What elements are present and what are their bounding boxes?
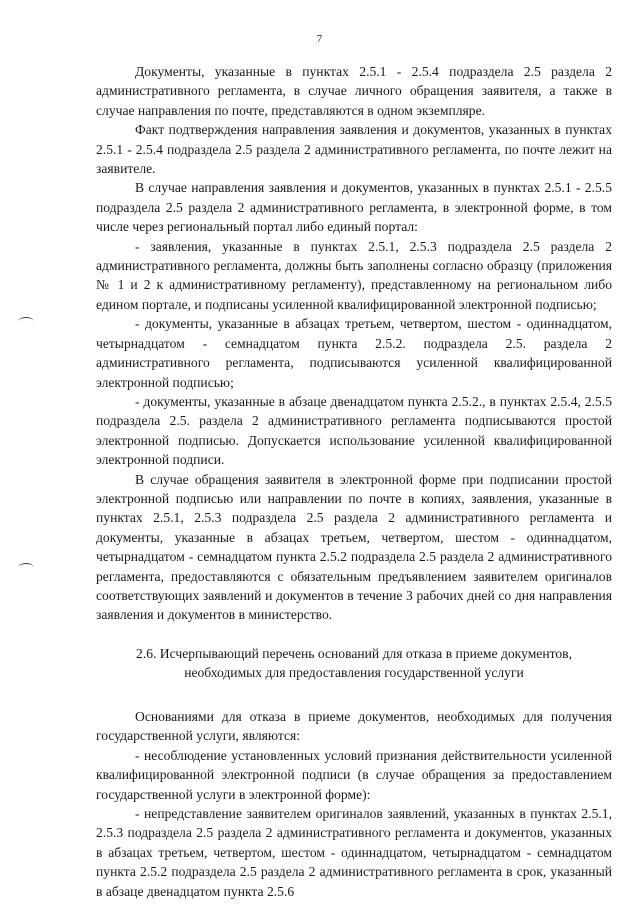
paragraph: В случае направления заявления и документов, указанных в пунктах 2.5.1 - 2.5.5 подраздела 2.5 раздела 2 административного регламента, в электронной форме, в том числе через региональный портал либо единый портал: bbox=[96, 180, 612, 235]
paragraph: Основаниями для отказа в приеме документов, необходимых для получения государственной услуги, являются: bbox=[96, 708, 612, 744]
list-item: - заявления, указанные в пунктах 2.5.1, 2.5.3 подраздела 2.5 раздела 2 административного регламента, должны быть заполнены согласно образцу (приложения № 1 и 2 к административному регламенту), представленному на региональном либо едином портале, и подписаны усиленной квалифицированной электронной подписью; bbox=[96, 238, 612, 312]
list-item: - непредставление заявителем оригиналов заявлений, указанных в пунктах 2.5.1, 2.5.3 подраздела 2.5 раздела 2 административного регламента и документов, указанных в абзацах третьем, четвертом, шестом - одиннадцатом, четырнадцатом - семнадцатом пункта 2.5.2 подраздела 2.5 раздела 2 административного регламента в срок, указанный в абзаце двенадцатом пункта 2.5.6 bbox=[96, 806, 612, 899]
binder-hole-mark bbox=[18, 563, 34, 572]
list-item: - документы, указанные в абзаце двенадцатом пункта 2.5.2., в пунктах 2.5.4, 2.5.5 подраздела 2.5. раздела 2 административного регламента подписываются простой электронной подписью. Допускается использование усиленной квалифицированной электронной подписи. bbox=[96, 393, 612, 468]
page-number: 7 bbox=[316, 33, 323, 45]
paragraph: В случае обращения заявителя в электронной форме при подписании простой электронной подписью или направлении по почте в копиях, заявления, указанные в пунктах 2.5.1, 2.5.3 подраздела 2.5 раздела 2 административного регламента и документы, указанные в абзацах третьем, четвертом, шестом - одиннадцатом, четырнадцатом - семнадцатом пункта 2.5.2 подраздела 2.5 раздела 2 административного регламента, предоставляются с обязательным предъявлением заявителем оригиналов соответствующих заявлений и документов в течение 3 рабочих дней со дня направления заявления и документов в министерство. bbox=[96, 471, 612, 623]
paragraph: Факт подтверждения направления заявления и документов, указанных в пунктах 2.5.1 - 2.5.4 подраздела 2.5 раздела 2 административного регламента, по почте лежит на заявителе. bbox=[96, 122, 612, 177]
binder-hole-mark bbox=[18, 317, 34, 326]
section-heading: 2.6. Исчерпывающий перечень оснований для отказа в приеме документов, необходимых для предоставления государственной услуги bbox=[136, 645, 572, 681]
paragraph: Документы, указанные в пунктах 2.5.1 - 2.5.4 подраздела 2.5 раздела 2 административного регламента, в случае личного обращения заявителя, а также в случае направления по почте, представляются в одном экземпляре. bbox=[96, 64, 612, 118]
list-item: - документы, указанные в абзацах третьем, четвертом, шестом - одиннадцатом, четырнадцатом - семнадцатом пункта 2.5.2. подраздела 2.5. раздела 2 административного регламента, подписываются усиленной квалифицированной электронной подписью; bbox=[96, 316, 612, 390]
document-body bbox=[96, 62, 612, 901]
list-item: - несоблюдение установленных условий признания действительности усиленной квалифицированной электронной подписи (в случае обращения за предоставлением государственной услуги в электронной форме): bbox=[96, 747, 612, 802]
